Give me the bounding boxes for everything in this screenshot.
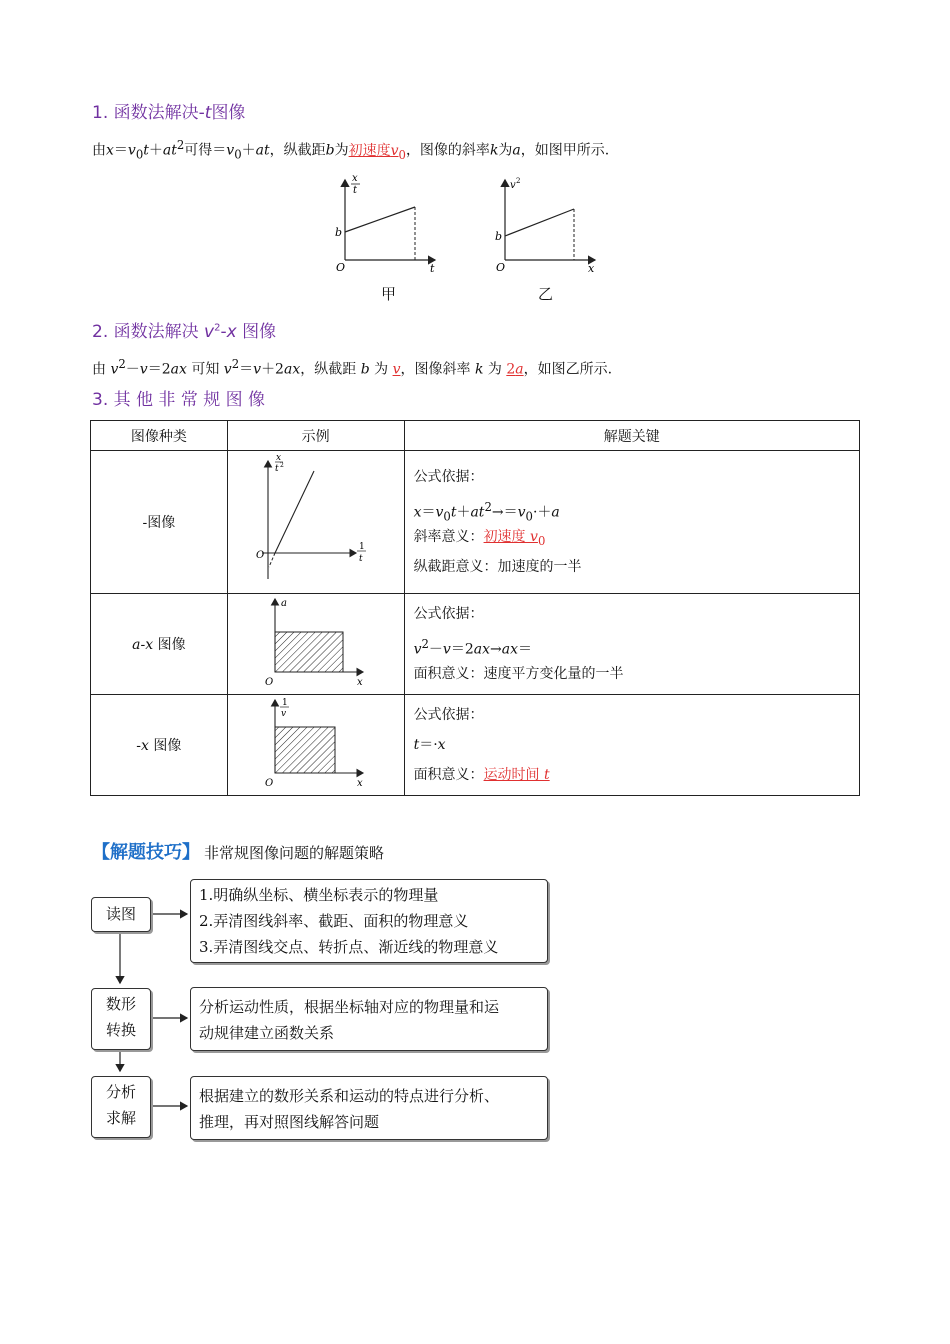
y-label-den: t [274, 464, 279, 474]
formula-basis-label: 公式依据： [413, 469, 484, 485]
text: 初速度 [348, 142, 391, 159]
var: a [132, 637, 141, 653]
row1-example [227, 451, 404, 594]
graph-types-table [90, 420, 860, 796]
intercept-meaning: 纵截距意义：加速度的一半 [413, 559, 582, 575]
row3-key [404, 695, 859, 796]
figure-left-graph [330, 172, 450, 280]
x-label: t [430, 262, 435, 275]
var: v [223, 361, 232, 378]
origin-label: O [496, 261, 506, 274]
graph-line [505, 209, 574, 236]
var: ax [501, 641, 518, 658]
y-label-den: v [280, 709, 286, 719]
y-label-den: t [353, 185, 358, 196]
var: v [442, 641, 451, 658]
area-meaning: 面积意义：速度平方变化量的一半 [413, 666, 624, 682]
text: ，图像的斜率 [405, 142, 490, 159]
text: 斜率意义： [413, 529, 484, 545]
var: t [450, 504, 457, 521]
text: 初速度 [483, 529, 531, 545]
table-header-row [91, 421, 860, 451]
var: v [390, 142, 399, 159]
text: ＋ [148, 142, 163, 159]
step-label: 数形 [105, 995, 136, 1013]
text: ，如图甲所示. [520, 142, 610, 159]
var: t [413, 737, 420, 753]
y-label-sup: 2 [279, 462, 284, 469]
var: v [139, 361, 148, 378]
var: b [360, 361, 370, 378]
detail-line: 3.弄清图线交点、转折点、渐近线的物理意义 [199, 938, 499, 956]
text: 由 [92, 361, 111, 378]
text: 图像 [153, 637, 186, 653]
heading-text: 2. 函数法解决 [92, 322, 205, 342]
figure-right-graph [490, 172, 610, 280]
figure-left-caption: 甲 [381, 285, 397, 303]
detail-line: 根据建立的数形关系和运动的特点进行分析、 [199, 1087, 500, 1105]
heading-var: x [226, 322, 237, 342]
x-label-num: 1 [358, 542, 365, 552]
section1-paragraph [92, 135, 609, 164]
tips-subtitle: 非常规图像问题的解题策略 [204, 844, 385, 862]
heading-var: v [204, 322, 215, 342]
step-analyze [91, 1076, 151, 1138]
text: ＝ [517, 641, 532, 658]
var: ax [283, 361, 301, 378]
heading-text: 图像 [211, 103, 246, 123]
highlight-initial-velocity [348, 142, 406, 162]
sub: 0 [443, 509, 451, 524]
heading-text: 图像 [236, 322, 277, 342]
table-row [91, 695, 860, 796]
intercept-label: b [495, 230, 503, 243]
text: ＋ [456, 504, 471, 521]
hatched-area [275, 727, 335, 773]
section1-heading [92, 98, 245, 123]
text: 图像 [148, 738, 182, 754]
header-key: 解题关键 [404, 421, 859, 451]
step-label: 转换 [105, 1021, 136, 1039]
text: 运动时间 [483, 767, 545, 783]
formula [414, 492, 859, 522]
var: v [110, 361, 119, 378]
text: → [490, 641, 502, 658]
slope-meaning [414, 522, 859, 552]
sup: 2 [231, 357, 240, 371]
y-label-num: x [275, 453, 281, 463]
step-transform [91, 988, 151, 1050]
text: 为 [334, 142, 349, 159]
text: 由 [92, 142, 106, 159]
y-label: v [510, 180, 516, 191]
graph-line [345, 207, 415, 232]
sub: 0 [135, 147, 144, 162]
step1-details [190, 879, 548, 963]
text: ＝ [113, 142, 128, 159]
var: a [515, 361, 524, 378]
var: ax [170, 361, 187, 378]
var: x [145, 637, 154, 653]
detail-line: 1.明确纵坐标、横坐标表示的物理量 [199, 886, 439, 904]
text: ＝2 [450, 641, 474, 658]
text: 可知 [186, 361, 224, 378]
text: ，纵截距 [269, 142, 326, 159]
text: 可得＝ [184, 142, 227, 159]
row2-example [227, 594, 404, 695]
step-label: 读图 [105, 905, 136, 923]
highlight [484, 767, 550, 783]
var: x [141, 738, 149, 754]
text: ，图像斜率 [400, 361, 475, 378]
var: b [325, 142, 335, 159]
step3-details [190, 1076, 548, 1140]
heading-sup: 2 [214, 322, 221, 334]
var: v [435, 504, 444, 521]
var: a [512, 142, 521, 159]
text: →＝ [491, 504, 518, 521]
sub: 0 [398, 147, 406, 162]
highlight-2a [506, 362, 523, 378]
table-row [91, 451, 860, 594]
intercept-label: b [335, 226, 343, 239]
var: v [413, 641, 422, 658]
heading-text: - [220, 322, 227, 342]
formula-basis-label: 公式依据： [413, 606, 484, 622]
var: v [530, 529, 538, 545]
y-label-num: x [352, 173, 358, 184]
formula-basis-label: 公式依据： [413, 707, 484, 723]
var: at [255, 142, 270, 159]
text: ＋ [241, 142, 256, 159]
text: - [136, 738, 142, 754]
row2-graph [261, 594, 371, 690]
row1-graph [256, 451, 376, 589]
x-label: x [356, 778, 363, 789]
row3-graph [261, 695, 371, 791]
step-read-graph [91, 897, 151, 932]
tips-title: 【解题技巧】 [92, 842, 200, 863]
row3-example [227, 695, 404, 796]
hatched-area [275, 632, 343, 672]
var: x [437, 737, 446, 753]
text: ＋2 [261, 361, 284, 378]
var: v [517, 504, 526, 521]
section3-heading: 3. 其 他 非 常 规 图 像 [92, 390, 266, 410]
sup: 2 [421, 637, 429, 651]
y-label: a [280, 598, 287, 609]
text: ，如图乙所示. [523, 361, 613, 378]
x-label-den: t [358, 554, 363, 564]
area-meaning [414, 760, 859, 790]
section2-heading [92, 317, 276, 342]
text: ＝ [421, 504, 436, 521]
sub: 0 [234, 147, 242, 162]
x-label: x [588, 262, 595, 275]
var: x [413, 504, 422, 521]
row3-type [91, 695, 228, 796]
var: a [551, 504, 560, 521]
figure-right-caption: 乙 [538, 285, 554, 303]
detail-line: 推理，再对照图线解答问题 [199, 1113, 380, 1131]
var: v [226, 142, 235, 159]
row1-key [404, 451, 859, 594]
sup: 2 [176, 138, 185, 152]
var: ax [473, 641, 490, 658]
origin-label: O [264, 778, 273, 789]
origin-label: O [264, 677, 273, 688]
row2-key [404, 594, 859, 695]
text: ＝ [239, 361, 254, 378]
highlight [483, 529, 546, 548]
text: 为 [498, 142, 513, 159]
header-type: 图像种类 [91, 421, 228, 451]
text: － [125, 361, 140, 378]
detail-line: 动规律建立函数关系 [199, 1024, 335, 1042]
x-label: x [356, 677, 363, 688]
formula [414, 629, 859, 659]
text: - [140, 637, 146, 653]
var: v [127, 142, 136, 159]
graph-line [275, 471, 314, 553]
var: t [143, 142, 149, 159]
text: 2 [506, 361, 516, 378]
detail-line: 分析运动性质，根据坐标轴对应的物理量和运 [199, 998, 500, 1016]
step-label: 分析 [105, 1083, 136, 1101]
step-label: 求解 [105, 1109, 136, 1127]
heading-var: t [204, 103, 212, 123]
text: 为 [483, 361, 507, 378]
text: 面积意义： [413, 767, 484, 783]
var: k [489, 142, 499, 159]
text: 为 [369, 361, 393, 378]
text: － [428, 641, 443, 658]
sup: 2 [484, 500, 492, 514]
step2-details [190, 987, 548, 1051]
tips-header [92, 838, 384, 864]
var: k [474, 361, 484, 378]
sub: 0 [537, 533, 546, 548]
detail-line: 2.弄清图线斜率、截距、面积的物理意义 [199, 912, 469, 930]
highlight-v: v [392, 361, 401, 378]
var: at [162, 142, 177, 159]
sub: 0 [525, 509, 533, 524]
heading-text: 1. 函数法解决- [92, 103, 205, 123]
table-row [91, 594, 860, 695]
sup: 2 [118, 357, 126, 371]
var: t [544, 767, 550, 783]
var: x [106, 142, 114, 159]
row2-type [91, 594, 228, 695]
origin-label: O [336, 261, 346, 274]
var: at [470, 504, 485, 521]
header-example: 示例 [227, 421, 404, 451]
text: ·＋ [532, 504, 552, 521]
formula [414, 730, 859, 760]
y-label-sup: 2 [516, 177, 521, 185]
row1-type: -图像 [91, 451, 228, 594]
dashed-extension [269, 553, 275, 567]
y-label-num: 1 [281, 698, 288, 708]
section2-paragraph [92, 354, 612, 380]
text: ＝· [419, 737, 438, 753]
origin-label: O [255, 550, 264, 561]
text: ＝2 [147, 361, 171, 378]
text: ，纵截距 [300, 361, 361, 378]
var: v [253, 361, 262, 378]
